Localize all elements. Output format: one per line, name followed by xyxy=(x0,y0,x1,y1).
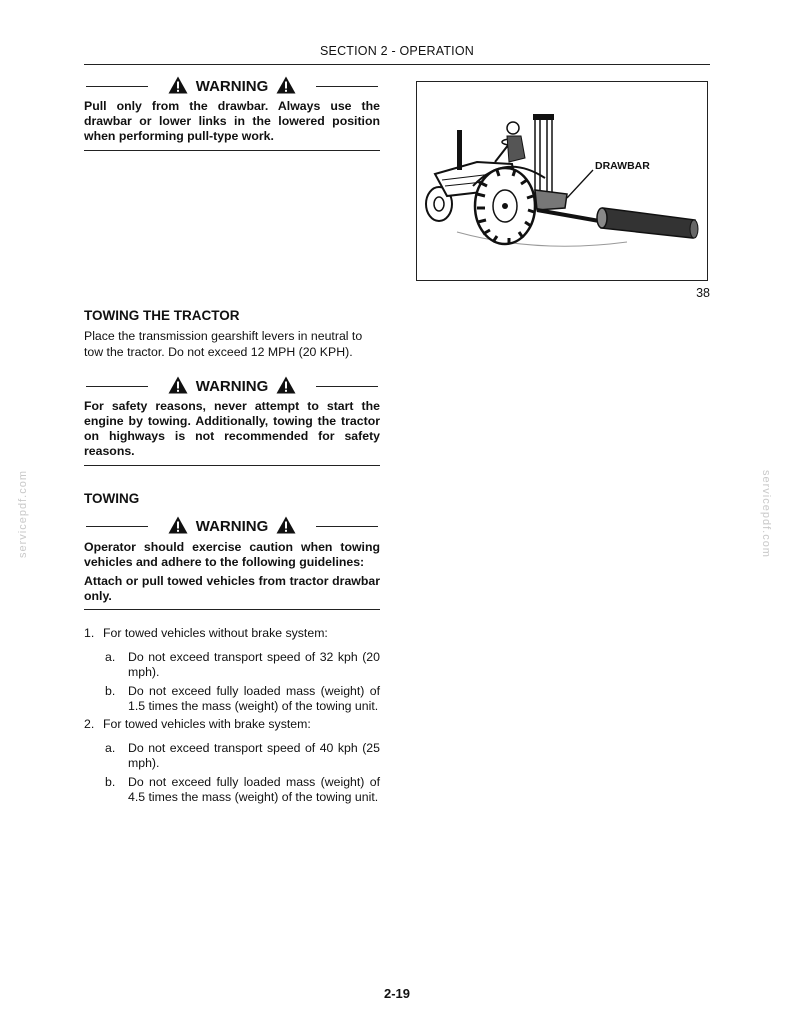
sub-list-text: Do not exceed transport speed of 40 kph (25 mph). xyxy=(128,741,380,770)
warning-text-3b: Attach or pull towed vehicles from tractor drawbar only. xyxy=(84,574,380,603)
section-header: SECTION 2 - OPERATION xyxy=(320,44,474,58)
warning-banner-2 xyxy=(84,377,380,395)
warning-bottom-rule-3 xyxy=(84,609,380,610)
figure-frame xyxy=(416,81,708,281)
warning-banner-3 xyxy=(84,517,380,535)
sub-list-text: Do not exceed fully loaded mass (weight) of 4.5 times the mass (weight) of the towing unit. xyxy=(128,775,380,804)
sub-list-letter: b. xyxy=(105,684,116,698)
sub-list-letter: b. xyxy=(105,775,116,789)
list-number: 1. xyxy=(84,626,95,640)
warning-banner-1 xyxy=(84,77,380,95)
warning-triangle-icon xyxy=(168,76,188,94)
warning-text-2: For safety reasons, never attempt to start the engine by towing. Additionally, towing the tractor on highways is not recommended for safety reasons. xyxy=(84,399,380,458)
sub-list-letter: a. xyxy=(105,650,116,664)
watermark-right: servicepdf.com xyxy=(760,470,772,558)
warning-triangle-icon xyxy=(276,376,296,394)
warning-bottom-rule-2 xyxy=(84,465,380,466)
warning-text-3a: Operator should exercise caution when towing vehicles and adhere to the following guidelines: xyxy=(84,540,380,569)
warning-triangle-icon xyxy=(168,516,188,534)
sub-list-letter: a. xyxy=(105,741,116,755)
watermark-left: servicepdf.com xyxy=(17,470,29,558)
section-heading-towing: TOWING xyxy=(84,491,140,506)
page-number: 2-19 xyxy=(383,986,411,1001)
tractor-drawbar-illustration xyxy=(417,82,707,280)
warning-bottom-rule-1 xyxy=(84,150,380,151)
warning-triangle-icon xyxy=(276,76,296,94)
section-heading-towing-tractor: TOWING THE TRACTOR xyxy=(84,308,240,323)
list-number: 2. xyxy=(84,717,95,731)
list-text: For towed vehicles with brake system: xyxy=(103,717,311,731)
warning-triangle-icon xyxy=(276,516,296,534)
warning-label: WARNING xyxy=(195,518,269,535)
towing-tractor-body: Place the transmission gearshift levers in neutral to tow the tractor. Do not exceed 12 MPH (20 KPH). xyxy=(84,329,363,359)
warning-triangle-icon xyxy=(168,376,188,394)
sub-list-text: Do not exceed fully loaded mass (weight) of 1.5 times the mass (weight) of the towing unit. xyxy=(128,684,380,713)
figure-number: 38 xyxy=(696,286,710,300)
warning-text-1: Pull only from the drawbar. Always use the drawbar or lower links in the lowered position when performing pull-type work. xyxy=(84,99,380,143)
warning-label: WARNING xyxy=(195,78,269,95)
list-text: For towed vehicles without brake system: xyxy=(103,626,328,640)
warning-label: WARNING xyxy=(195,378,269,395)
drawbar-callout: DRAWBAR xyxy=(595,160,650,172)
header-rule xyxy=(84,64,710,65)
sub-list-text: Do not exceed transport speed of 32 kph (20 mph). xyxy=(128,650,380,679)
